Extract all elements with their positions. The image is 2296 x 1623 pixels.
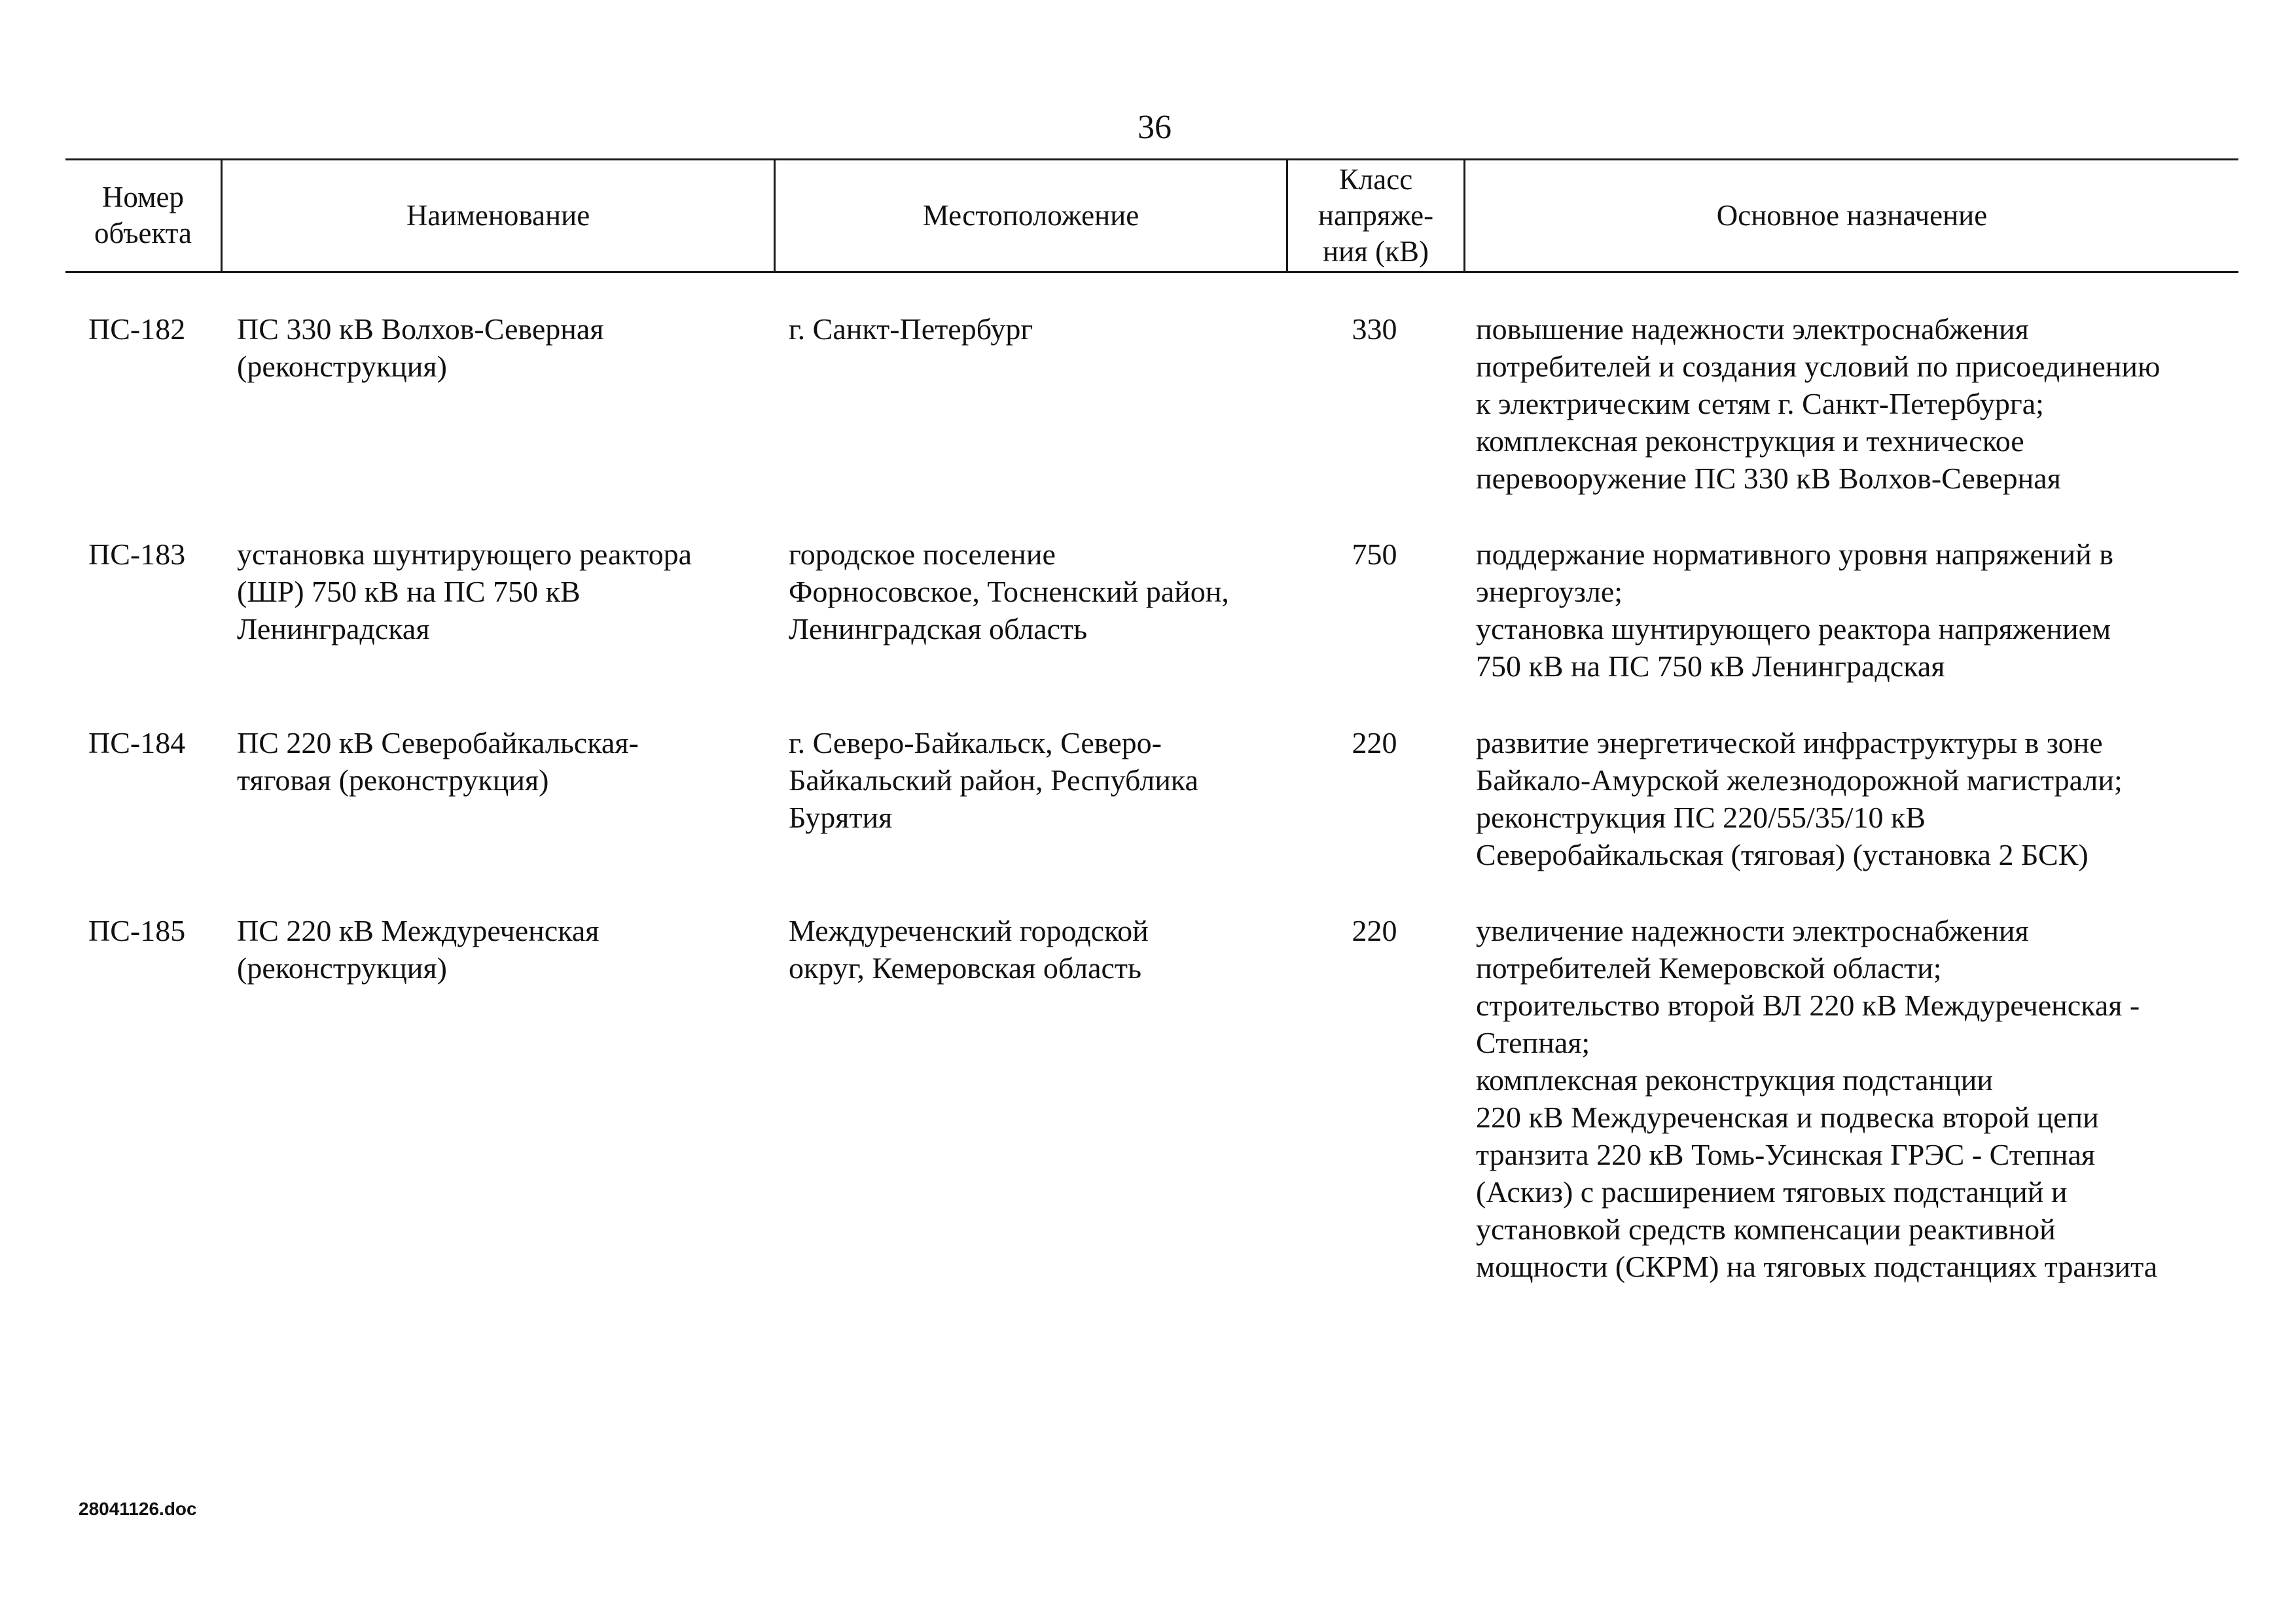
footer-filename: 28041126.doc — [79, 1499, 197, 1519]
object-name: установка шунтирующего реактора (ШР) 750 кВ на ПС 750 кВ Ленинградская — [237, 538, 692, 646]
header-purpose-label: Основное назначение — [1716, 198, 1988, 232]
object-number: ПС-183 — [88, 538, 186, 571]
header-object-number — [65, 160, 221, 270]
page-number: 36 — [1138, 109, 1172, 146]
header-voltage-class-label: Класс напряже- ния (кВ) — [1318, 162, 1434, 268]
object-number: ПС-185 — [88, 914, 186, 947]
header-name-label: Наименование — [406, 198, 590, 232]
header-location — [776, 160, 1286, 270]
object-location: г. Санкт-Петербург — [789, 312, 1033, 346]
object-location: г. Северо-Байкальск, Северо- Байкальский район, Республика Бурятия — [789, 726, 1198, 834]
header-location-label: Местоположение — [922, 198, 1139, 232]
header-object-number-label: Номер объекта — [94, 181, 192, 249]
voltage-class: 750 — [1352, 538, 1397, 571]
object-name: ПС 330 кВ Волхов-Северная (реконструкция) — [237, 312, 604, 383]
object-purpose: развитие энергетической инфраструктуры в зоне Байкало-Амурской железнодорожной магистрали; реконструкция ПС 220/55/35/10 кВ Северобайкальская (тяговая) (установка 2 БСК) — [1476, 726, 2123, 871]
object-name: ПС 220 кВ Северобайкальская- тяговая (реконструкция) — [237, 726, 639, 797]
object-name: ПС 220 кВ Междуреченская (реконструкция) — [237, 914, 600, 985]
header-name — [223, 160, 774, 270]
object-location: городское поселение Форносовское, Тосненский район, Ленинградская область — [789, 538, 1229, 646]
voltage-class: 220 — [1352, 726, 1397, 759]
header-voltage-class — [1288, 160, 1463, 270]
object-purpose: увеличение надежности электроснабжения потребителей Кемеровской области; строительство второй ВЛ 220 кВ Междуреченская - Степная; комплексная реконструкция подстанции 220 кВ Междуреченская и подвеска второй цепи транзита 220 кВ Томь-Усинская ГРЭС - Степная (Аскиз) с расширением тяговых подстанций и установкой средств компенсации реактивной мощности (СКРМ) на тяговых подстанциях транзита — [1476, 914, 2158, 1283]
object-purpose: повышение надежности электроснабжения потребителей и создания условий по присоединению к электрическим сетям г. Санкт-Петербурга; комплексная реконструкция и техническое перевооружение ПС 330 кВ Волхов-Северная — [1476, 312, 2161, 495]
object-number: ПС-184 — [88, 726, 186, 759]
object-purpose: поддержание нормативного уровня напряжений в энергоузле; установка шунтирующего реактора напряжением 750 кВ на ПС 750 кВ Ленинградская — [1476, 538, 2113, 683]
voltage-class: 330 — [1352, 312, 1397, 346]
table-header-bottom-rule — [65, 271, 2238, 273]
header-purpose — [1465, 160, 2238, 270]
object-number: ПС-182 — [88, 312, 186, 346]
voltage-class: 220 — [1352, 914, 1397, 947]
object-location: Междуреченский городской округ, Кемеровская область — [789, 914, 1149, 985]
